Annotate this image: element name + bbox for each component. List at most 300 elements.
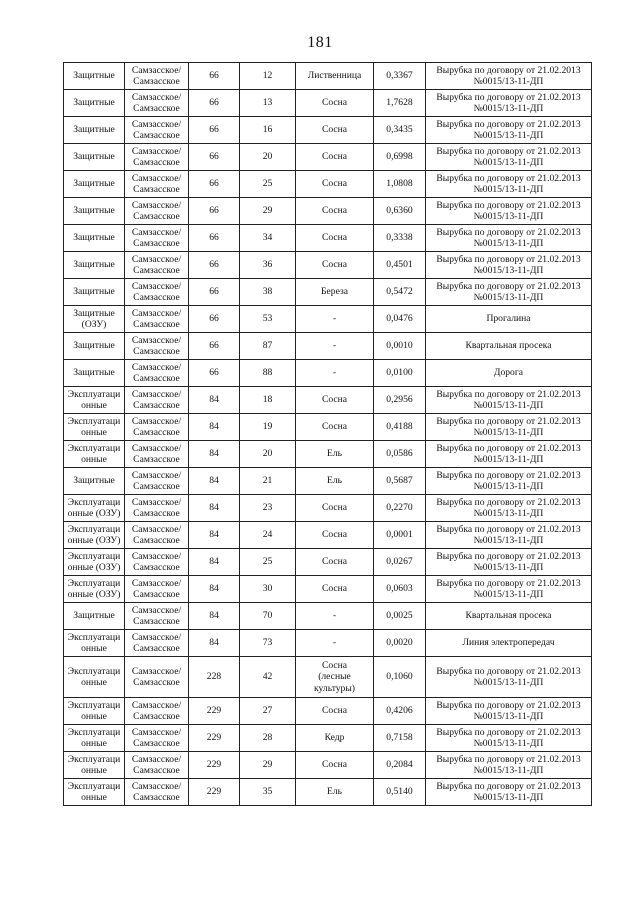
table-row bbox=[64, 387, 592, 414]
cell-section bbox=[240, 441, 296, 468]
cell-species bbox=[296, 603, 374, 630]
cell-note bbox=[426, 279, 592, 306]
cell-category bbox=[64, 495, 125, 522]
cell-section-text: 34 bbox=[262, 232, 273, 244]
cell-note-text: Вырубка по договору от 21.02.2013 №0015/13-11-ДП bbox=[436, 253, 581, 276]
cell-category-text: Защитные bbox=[73, 205, 115, 217]
cell-note-text: Линия электропередач bbox=[462, 637, 555, 649]
cell-section-text: 38 bbox=[262, 286, 273, 298]
cell-quarter-text: 66 bbox=[209, 313, 219, 325]
table-row bbox=[64, 225, 592, 252]
cell-note bbox=[426, 387, 592, 414]
table-row bbox=[64, 306, 592, 333]
cell-species-text: - bbox=[332, 313, 337, 325]
cell-forestry bbox=[125, 279, 189, 306]
cell-section-text: 35 bbox=[262, 786, 273, 798]
cell-quarter bbox=[189, 90, 240, 117]
cell-section-text: 70 bbox=[262, 610, 273, 622]
table-row bbox=[64, 90, 592, 117]
cell-species bbox=[296, 333, 374, 360]
cell-area-text: 0,0267 bbox=[386, 556, 413, 568]
cell-forestry bbox=[125, 698, 189, 725]
cell-area-text: 1,0808 bbox=[386, 178, 413, 190]
cell-note-text: Вырубка по договору от 21.02.2013 №0015/13-11-ДП bbox=[436, 91, 581, 114]
cell-forestry bbox=[125, 333, 189, 360]
cell-category bbox=[64, 279, 125, 306]
cell-forestry-text: Самзасское/ Самзасское bbox=[131, 334, 182, 357]
cell-forestry bbox=[125, 657, 189, 698]
cell-area bbox=[374, 63, 426, 90]
cell-species-text: Сосна bbox=[321, 259, 348, 271]
cell-area-text: 0,5472 bbox=[386, 286, 413, 298]
cell-species-text: - bbox=[332, 637, 337, 649]
cell-note-text: Вырубка по договору от 21.02.2013 №0015/13-11-ДП bbox=[436, 699, 581, 722]
cell-area-text: 0,1060 bbox=[386, 671, 413, 683]
cell-area-text: 0,6998 bbox=[386, 151, 413, 163]
cell-note bbox=[426, 630, 592, 657]
cell-note-text: Вырубка по договору от 21.02.2013 №0015/13-11-ДП bbox=[436, 665, 581, 688]
cell-note bbox=[426, 725, 592, 752]
cell-species bbox=[296, 752, 374, 779]
table-row bbox=[64, 144, 592, 171]
cell-section bbox=[240, 144, 296, 171]
cell-note bbox=[426, 171, 592, 198]
table-row bbox=[64, 252, 592, 279]
cell-area bbox=[374, 698, 426, 725]
cell-section bbox=[240, 63, 296, 90]
cell-area bbox=[374, 468, 426, 495]
cell-quarter bbox=[189, 522, 240, 549]
cell-section-text: 29 bbox=[262, 759, 273, 771]
cell-category-text: Защитные bbox=[73, 97, 115, 109]
cell-area-text: 0,4188 bbox=[386, 421, 413, 433]
cell-category bbox=[64, 252, 125, 279]
cell-forestry-text: Самзасское/ Самзасское bbox=[131, 577, 182, 600]
cell-forestry-text: Самзасское/ Самзасское bbox=[131, 469, 182, 492]
cell-area bbox=[374, 779, 426, 806]
cell-forestry bbox=[125, 225, 189, 252]
cell-area bbox=[374, 495, 426, 522]
cell-note-text: Вырубка по договору от 21.02.2013 №0015/13-11-ДП bbox=[436, 199, 581, 222]
cell-section bbox=[240, 549, 296, 576]
cell-section bbox=[240, 360, 296, 387]
cell-species bbox=[296, 387, 374, 414]
table-row bbox=[64, 779, 592, 806]
cell-species-text: Сосна bbox=[321, 759, 348, 771]
cell-area-text: 0,2084 bbox=[386, 759, 413, 771]
cell-area bbox=[374, 198, 426, 225]
cell-category bbox=[64, 630, 125, 657]
cell-species bbox=[296, 198, 374, 225]
cell-category-text: Эксплуатаци онные (ОЗУ) bbox=[67, 496, 121, 519]
cell-species-text: Сосна bbox=[321, 421, 348, 433]
cell-forestry bbox=[125, 441, 189, 468]
cell-quarter bbox=[189, 360, 240, 387]
cell-note-text: Вырубка по договору от 21.02.2013 №0015/13-11-ДП bbox=[436, 172, 581, 195]
cell-forestry bbox=[125, 360, 189, 387]
cell-species-text: - bbox=[332, 367, 337, 379]
cell-species-text: Сосна bbox=[321, 705, 348, 717]
cell-species-text: Сосна bbox=[321, 556, 348, 568]
cell-category-text: Защитные bbox=[73, 340, 115, 352]
cell-species-text: Сосна bbox=[321, 583, 348, 595]
cell-area bbox=[374, 657, 426, 698]
table-row bbox=[64, 441, 592, 468]
table-row bbox=[64, 414, 592, 441]
cell-section-text: 29 bbox=[262, 205, 273, 217]
cell-area-text: 0,5140 bbox=[386, 786, 413, 798]
cell-forestry-text: Самзасское/ Самзасское bbox=[131, 118, 182, 141]
cell-area bbox=[374, 117, 426, 144]
cell-section-text: 27 bbox=[262, 705, 273, 717]
cell-area bbox=[374, 414, 426, 441]
cell-area bbox=[374, 171, 426, 198]
cell-section bbox=[240, 657, 296, 698]
cell-forestry bbox=[125, 468, 189, 495]
cell-species-text: Кедр bbox=[324, 732, 345, 744]
cell-category-text: Эксплуатаци онные (ОЗУ) bbox=[67, 577, 121, 600]
cell-note-text: Вырубка по договору от 21.02.2013 №0015/13-11-ДП bbox=[436, 226, 581, 249]
cell-note-text: Вырубка по договору от 21.02.2013 №0015/13-11-ДП bbox=[436, 726, 581, 749]
cell-section-text: 12 bbox=[262, 70, 273, 82]
cell-section bbox=[240, 468, 296, 495]
cell-section-text: 25 bbox=[262, 556, 273, 568]
cell-quarter-text: 66 bbox=[209, 232, 219, 244]
cell-category-text: Эксплуатаци онные bbox=[67, 753, 121, 776]
cell-quarter bbox=[189, 657, 240, 698]
cell-section-text: 88 bbox=[262, 367, 273, 379]
cell-area bbox=[374, 630, 426, 657]
cell-quarter-text: 84 bbox=[209, 529, 219, 541]
cell-quarter bbox=[189, 441, 240, 468]
cell-area bbox=[374, 576, 426, 603]
cell-species bbox=[296, 117, 374, 144]
cell-category bbox=[64, 198, 125, 225]
cell-note bbox=[426, 779, 592, 806]
cell-section bbox=[240, 252, 296, 279]
cell-area-text: 0,0025 bbox=[386, 610, 413, 622]
cell-note-text: Квартальная просека bbox=[465, 340, 552, 352]
cell-section bbox=[240, 495, 296, 522]
cell-quarter-text: 66 bbox=[209, 286, 219, 298]
cell-note-text: Вырубка по договору от 21.02.2013 №0015/13-11-ДП bbox=[436, 118, 581, 141]
cell-category-text: Защитные bbox=[73, 151, 115, 163]
cell-species bbox=[296, 63, 374, 90]
cell-species bbox=[296, 441, 374, 468]
cell-note-text: Вырубка по договору от 21.02.2013 №0015/13-11-ДП bbox=[436, 388, 581, 411]
cell-area bbox=[374, 279, 426, 306]
cell-forestry bbox=[125, 752, 189, 779]
table-row bbox=[64, 630, 592, 657]
cell-note-text: Вырубка по договору от 21.02.2013 №0015/13-11-ДП bbox=[436, 577, 581, 600]
cell-quarter bbox=[189, 117, 240, 144]
cell-species-text: Береза bbox=[321, 286, 348, 298]
cell-category bbox=[64, 117, 125, 144]
cell-category-text: Защитные bbox=[73, 259, 115, 271]
table-row bbox=[64, 333, 592, 360]
cell-area bbox=[374, 725, 426, 752]
cell-species-text: Сосна (лесные культуры) bbox=[314, 659, 355, 694]
cell-area-text: 0,5687 bbox=[386, 475, 413, 487]
cell-category bbox=[64, 657, 125, 698]
cell-note-text: Вырубка по договору от 21.02.2013 №0015/13-11-ДП bbox=[436, 145, 581, 168]
cell-species-text: Сосна bbox=[321, 529, 348, 541]
cell-note bbox=[426, 306, 592, 333]
cell-forestry bbox=[125, 387, 189, 414]
cell-forestry-text: Самзасское/ Самзасское bbox=[131, 415, 182, 438]
cell-note bbox=[426, 657, 592, 698]
cell-note bbox=[426, 468, 592, 495]
cell-category bbox=[64, 360, 125, 387]
cell-section bbox=[240, 752, 296, 779]
cell-category bbox=[64, 549, 125, 576]
cell-quarter-text: 66 bbox=[209, 178, 219, 190]
cell-category-text: Защитные (ОЗУ) bbox=[73, 307, 115, 330]
cell-category-text: Эксплуатаци онные bbox=[67, 388, 121, 411]
cell-section bbox=[240, 576, 296, 603]
cell-forestry-text: Самзасское/ Самзасское bbox=[131, 699, 182, 722]
cell-section bbox=[240, 725, 296, 752]
cell-area bbox=[374, 225, 426, 252]
cell-note bbox=[426, 752, 592, 779]
table-row bbox=[64, 360, 592, 387]
cell-quarter-text: 66 bbox=[209, 124, 219, 136]
cell-forestry-text: Самзасское/ Самзасское bbox=[131, 199, 182, 222]
cell-category bbox=[64, 306, 125, 333]
cell-note bbox=[426, 252, 592, 279]
cell-area-text: 0,0020 bbox=[386, 637, 413, 649]
cell-area-text: 0,0476 bbox=[386, 313, 413, 325]
cell-category bbox=[64, 144, 125, 171]
table-row bbox=[64, 495, 592, 522]
cell-quarter-text: 84 bbox=[209, 421, 219, 433]
cell-species bbox=[296, 468, 374, 495]
cell-quarter-text: 84 bbox=[209, 583, 219, 595]
cell-category bbox=[64, 90, 125, 117]
cell-area bbox=[374, 360, 426, 387]
cell-area bbox=[374, 603, 426, 630]
cell-category-text: Защитные bbox=[73, 475, 115, 487]
cell-category bbox=[64, 576, 125, 603]
cell-forestry-text: Самзасское/ Самзасское bbox=[131, 388, 182, 411]
cell-area-text: 0,0100 bbox=[386, 367, 413, 379]
cell-category-text: Эксплуатаци онные (ОЗУ) bbox=[67, 523, 121, 546]
cell-forestry bbox=[125, 90, 189, 117]
cell-species bbox=[296, 252, 374, 279]
cell-area-text: 0,4206 bbox=[386, 705, 413, 717]
cell-quarter bbox=[189, 171, 240, 198]
cell-forestry-text: Самзасское/ Самзасское bbox=[131, 780, 182, 803]
cell-quarter bbox=[189, 725, 240, 752]
cell-category bbox=[64, 171, 125, 198]
cell-section bbox=[240, 779, 296, 806]
cell-forestry bbox=[125, 495, 189, 522]
cell-species-text: Ель bbox=[326, 786, 343, 798]
table-body bbox=[64, 63, 592, 806]
cell-quarter bbox=[189, 414, 240, 441]
table-row bbox=[64, 171, 592, 198]
cell-species-text: Сосна bbox=[321, 97, 348, 109]
cell-forestry-text: Самзасское/ Самзасское bbox=[131, 631, 182, 654]
cell-species-text: - bbox=[332, 610, 337, 622]
cell-note-text: Вырубка по договору от 21.02.2013 №0015/13-11-ДП bbox=[436, 442, 581, 465]
cell-category bbox=[64, 522, 125, 549]
cell-section-text: 21 bbox=[262, 475, 273, 487]
cell-note bbox=[426, 603, 592, 630]
cell-quarter bbox=[189, 279, 240, 306]
cell-quarter-text: 66 bbox=[209, 97, 219, 109]
table-row bbox=[64, 603, 592, 630]
cell-note bbox=[426, 549, 592, 576]
page-number: 181 bbox=[307, 34, 333, 51]
cell-section bbox=[240, 225, 296, 252]
cell-quarter bbox=[189, 63, 240, 90]
table-row bbox=[64, 698, 592, 725]
cell-category bbox=[64, 333, 125, 360]
cell-quarter bbox=[189, 576, 240, 603]
cell-forestry-text: Самзасское/ Самзасское bbox=[131, 226, 182, 249]
cell-note bbox=[426, 333, 592, 360]
cell-species bbox=[296, 725, 374, 752]
cell-category bbox=[64, 387, 125, 414]
cell-area bbox=[374, 333, 426, 360]
cell-category bbox=[64, 603, 125, 630]
cell-category-text: Защитные bbox=[73, 124, 115, 136]
cell-species-text: Сосна bbox=[321, 178, 348, 190]
cell-quarter-text: 84 bbox=[209, 556, 219, 568]
cell-area bbox=[374, 549, 426, 576]
cell-forestry bbox=[125, 603, 189, 630]
cell-species bbox=[296, 522, 374, 549]
cell-area-text: 0,0010 bbox=[386, 340, 413, 352]
cell-section bbox=[240, 522, 296, 549]
cell-section bbox=[240, 171, 296, 198]
cell-quarter-text: 229 bbox=[206, 786, 222, 798]
cell-quarter bbox=[189, 144, 240, 171]
cell-species bbox=[296, 779, 374, 806]
cell-category bbox=[64, 414, 125, 441]
cell-section bbox=[240, 90, 296, 117]
cell-section bbox=[240, 279, 296, 306]
cell-quarter bbox=[189, 779, 240, 806]
cell-forestry-text: Самзасское/ Самзасское bbox=[131, 172, 182, 195]
cell-species-text: - bbox=[332, 340, 337, 352]
cell-forestry bbox=[125, 576, 189, 603]
cell-quarter bbox=[189, 225, 240, 252]
cell-category-text: Эксплуатаци онные bbox=[67, 780, 121, 803]
cell-note bbox=[426, 698, 592, 725]
cell-category-text: Эксплуатаци онные (ОЗУ) bbox=[67, 550, 121, 573]
cell-quarter bbox=[189, 468, 240, 495]
cell-forestry-text: Самзасское/ Самзасское bbox=[131, 753, 182, 776]
table-row bbox=[64, 279, 592, 306]
table-row bbox=[64, 752, 592, 779]
cell-section-text: 53 bbox=[262, 313, 273, 325]
cell-area-text: 0,3435 bbox=[386, 124, 413, 136]
cell-forestry bbox=[125, 414, 189, 441]
cell-quarter-text: 84 bbox=[209, 448, 219, 460]
cell-area-text: 0,2956 bbox=[386, 394, 413, 406]
cell-forestry bbox=[125, 198, 189, 225]
cell-category-text: Защитные bbox=[73, 367, 115, 379]
cell-species bbox=[296, 549, 374, 576]
cell-species-text: Сосна bbox=[321, 124, 348, 136]
cell-note bbox=[426, 414, 592, 441]
cell-section-text: 20 bbox=[262, 448, 273, 460]
cell-quarter bbox=[189, 630, 240, 657]
cell-area-text: 0,3367 bbox=[386, 70, 413, 82]
cell-section bbox=[240, 333, 296, 360]
cell-species bbox=[296, 225, 374, 252]
cell-quarter-text: 66 bbox=[209, 70, 219, 82]
cell-species bbox=[296, 657, 374, 698]
cell-note-text: Вырубка по договору от 21.02.2013 №0015/13-11-ДП bbox=[436, 64, 581, 87]
cell-forestry bbox=[125, 171, 189, 198]
cell-quarter bbox=[189, 698, 240, 725]
cell-note bbox=[426, 63, 592, 90]
cell-section-text: 23 bbox=[262, 502, 273, 514]
cell-category bbox=[64, 225, 125, 252]
cell-category-text: Защитные bbox=[73, 232, 115, 244]
table-row bbox=[64, 63, 592, 90]
cell-forestry-text: Самзасское/ Самзасское bbox=[131, 253, 182, 276]
cell-note-text: Вырубка по договору от 21.02.2013 №0015/13-11-ДП bbox=[436, 780, 581, 803]
cell-section-text: 20 bbox=[262, 151, 273, 163]
cell-species-text: Сосна bbox=[321, 151, 348, 163]
table-row bbox=[64, 657, 592, 698]
cell-category bbox=[64, 698, 125, 725]
cell-quarter bbox=[189, 252, 240, 279]
cell-section-text: 30 bbox=[262, 583, 273, 595]
cell-forestry bbox=[125, 63, 189, 90]
cell-area-text: 0,3338 bbox=[386, 232, 413, 244]
cell-quarter-text: 84 bbox=[209, 637, 219, 649]
cell-section bbox=[240, 117, 296, 144]
cell-note-text: Вырубка по договору от 21.02.2013 №0015/13-11-ДП bbox=[436, 753, 581, 776]
cell-species bbox=[296, 171, 374, 198]
cell-quarter-text: 84 bbox=[209, 502, 219, 514]
cell-note-text: Вырубка по договору от 21.02.2013 №0015/13-11-ДП bbox=[436, 415, 581, 438]
cell-category-text: Защитные bbox=[73, 286, 115, 298]
cell-area-text: 1,7628 bbox=[386, 97, 413, 109]
cell-category bbox=[64, 441, 125, 468]
cell-forestry-text: Самзасское/ Самзасское bbox=[131, 307, 182, 330]
cell-quarter bbox=[189, 752, 240, 779]
cell-note-text: Вырубка по договору от 21.02.2013 №0015/13-11-ДП bbox=[436, 523, 581, 546]
cell-area bbox=[374, 522, 426, 549]
cell-area bbox=[374, 144, 426, 171]
cell-note-text: Вырубка по договору от 21.02.2013 №0015/13-11-ДП bbox=[436, 280, 581, 303]
cell-quarter-text: 229 bbox=[206, 705, 222, 717]
cell-note bbox=[426, 198, 592, 225]
cell-quarter-text: 66 bbox=[209, 205, 219, 217]
cell-note bbox=[426, 576, 592, 603]
cell-category bbox=[64, 468, 125, 495]
cell-forestry-text: Самзасское/ Самзасское bbox=[131, 496, 182, 519]
cell-species-text: Сосна bbox=[321, 502, 348, 514]
cell-category-text: Защитные bbox=[73, 178, 115, 190]
cell-area-text: 0,0001 bbox=[386, 529, 413, 541]
cell-species bbox=[296, 414, 374, 441]
cell-species bbox=[296, 360, 374, 387]
cell-forestry bbox=[125, 725, 189, 752]
cell-forestry-text: Самзасское/ Самзасское bbox=[131, 523, 182, 546]
cell-area-text: 0,0586 bbox=[386, 448, 413, 460]
cell-quarter-text: 229 bbox=[206, 732, 222, 744]
cell-quarter-text: 66 bbox=[209, 259, 219, 271]
cell-area bbox=[374, 90, 426, 117]
cell-section bbox=[240, 414, 296, 441]
